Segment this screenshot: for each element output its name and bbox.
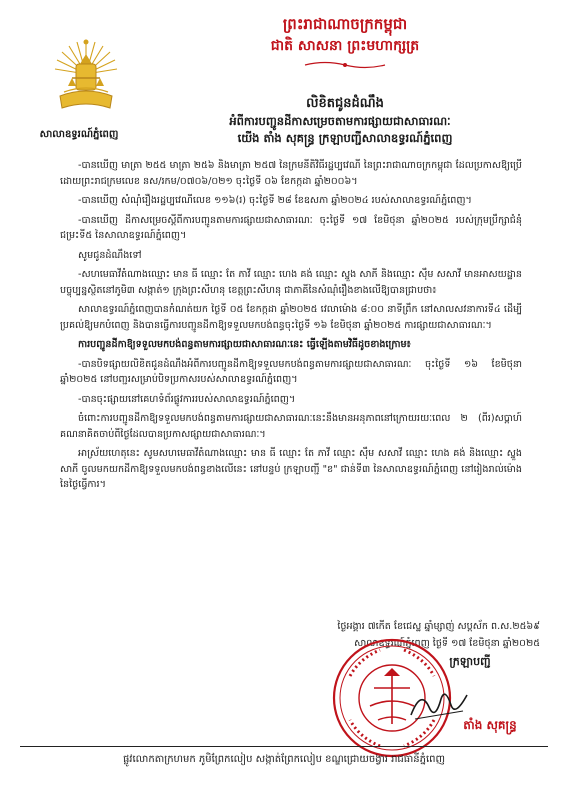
heading-ornament-icon — [300, 60, 390, 70]
footer-divider — [20, 746, 548, 747]
court-name: សាលាឧទ្ធរណ៍ភ្នំពេញ — [39, 129, 119, 140]
signer-name: តាំង សុគន្ធ្រ — [463, 718, 517, 732]
solar-date: សាលាឧទ្ធរណ៍ភ្នំពេញ ថ្ងៃទី ១៧ ខែមិថុនា ឆ្នាំ២០២៥ — [354, 638, 540, 649]
lunar-date: ថ្ងៃអង្គារ ៧កើត ខែជេស្ឋ ឆ្នាំម្សាញ់ សប្តស័ក ព.ស.២៥៦៩ — [337, 621, 540, 632]
national-motto: ជាតិ សាសនា ព្រះមហាក្សត្រ — [270, 38, 420, 54]
paragraph-parties: -សហមេធាវីតំណាងឈ្មោះ មាន ធី ឈ្មោះ តែ ភាវី ឈ្មោះ ហេង គង់ ឈ្មោះ ស្នួង សាភី និងឈ្មោះ ស៊ឹម សសាវី មានអាសយដ្ឋានបច្ចុប្បន្នស្ថិតនៅភូមិ៣ សង្កាត់១ ក្រុងព្រះសីហនុ ខេត្តព្រះសីហនុ ជាភាគីនៃសំណុំរឿងខាងលើឱ្យបានជ្រាបថា៖ — [60, 269, 522, 296]
footer-address: ផ្លូវលោកតាក្រហមក ភូមិព្រែកលៀប សង្កាត់ព្រែកលៀប ខណ្ឌជ្រោយចង្វារ រាជធានីភ្នំពេញ — [122, 754, 446, 765]
court-emblem-icon — [50, 34, 122, 116]
paragraph-notify: សូមជូនដំណឹងទៅ — [78, 249, 142, 261]
kingdom-heading: ព្រះរាជាណាចក្រកម្ពុជា — [282, 15, 408, 33]
paragraph-method-posting: -បានបិទផ្សាយលិខិតជូនដំណឹងអំពីការបញ្ជូនដីកាឱ្យទទួលមកបង់ពន្ធតាមការផ្សាយជាសាធារណៈ ចុះថ្ងៃទី ១៦ ខែមិថុនា ឆ្នាំ២០២៥ នៅបញ្ជរសម្រាប់បិទប្រកាសរបស់សាលាឧទ្ធរណ៍ភ្នំពេញ។ — [60, 358, 522, 385]
paragraph-method-heading: ការបញ្ជូនដីកាឱ្យទទួលមកបង់ពន្ធតាមការផ្សាយជាសាធារណៈនេះ ធ្វើឡើងតាមវិធីដូចខាងក្រោម៖ — [78, 339, 411, 350]
document-body — [60, 158, 522, 493]
paragraph-effect: ចំពោះការបញ្ជូនដីកាឱ្យទទួលមកបង់ពន្ធតាមការផ្សាយជាសាធារណៈនេះនឹងមានអនុភាពនៅក្រោយរយៈពេល ២ (ពីរ)សប្តាហ៍ គណនាគិតចាប់ពីថ្ងៃដែលបានប្រកាសផ្សាយជាសាធារណៈ។ — [60, 413, 522, 440]
document-subtitle: អំពីការបញ្ជូនដីកាសម្រេចតាមការផ្សាយជាសាធារណៈ — [229, 114, 451, 128]
paragraph-hearing: សាលាឧទ្ធរណ៍ភ្នំពេញបានកំណត់យក ថ្ងៃទី ០៥ ខែកក្កដា ឆ្នាំ២០២៥ វេលាម៉ោង ៨:០០ នាទីព្រឹក នៅសាលសវនាការទី៤ ដើម្បីប្រគល់ឱ្យមកបំពេញ និងបានធ្វើការបញ្ជូនដីកាឱ្យទទួលមកបង់ពន្ធចុះថ្ងៃទី ១៦ ខែមិថុនា ឆ្នាំ២០២៥ ការផ្សាយជាសាធារណៈ។ — [60, 304, 522, 331]
paragraph-request: អាស្រ័យហេតុនេះ សូមសហមេធាវីតំណាងឈ្មោះ មាន ធី ឈ្មោះ តែ ភាវី ឈ្មោះ ស៊ឹម សសាវី ឈ្មោះ ហេង គង់ និងឈ្មោះ ស្នួង សាភី ចូលមកយកដីកាឱ្យទទួលមកបង់ពន្ធខាងលើនេះ នៅបន្ទប់ ក្រឡាបញ្ជី "ខ" ជាន់ទី៣ នៃសាលាឧទ្ធរណ៍ភ្នំពេញ នៅរៀងរាល់ម៉ោងនៃថ្ងៃធ្វើការ។ — [60, 448, 523, 490]
paragraph-decision: -បានឃើញ ដីកាសម្រេចស្តីពីការបញ្ជូនតាមការផ្សាយជាសាធារណៈ ចុះថ្ងៃទី ១៧ ខែមិថុនា ឆ្នាំ២០២៥ របស់ក្រុមប្រឹក្សាជំនុំជម្រះទី៥ នៃសាលាឧទ្ធរណ៍ភ្នំពេញ។ — [60, 214, 522, 241]
document-issuer-line: យើង តាំង សុគន្ធ្រ ក្រឡាបញ្ជីសាលាឧទ្ធរណ៍ភ្នំពេញ — [237, 131, 453, 145]
document-title: លិខិតជូនដំណឹង — [306, 96, 384, 111]
paragraph-case-file: -បានឃើញ សំណុំរឿងរដ្ឋប្បវេណីលេខ ១១៦(រ) ចុះថ្ងៃទី ២៨ ខែឧសភា ឆ្នាំ២០២៤ របស់សាលាឧទ្ធរណ៍ភ្នំពេញ។ — [78, 195, 472, 206]
signer-role: ក្រឡាបញ្ជី — [449, 655, 491, 668]
paragraph-method-website: -បានចុះផ្សាយនៅគេហទំព័រផ្លូវការរបស់សាលាឧទ្ធរណ៍ភ្នំពេញ។ — [78, 393, 296, 405]
paragraph-legal-basis: -បានឃើញ មាត្រា ២៥៥ មាត្រា ២៥៦ និងមាត្រា ២៥៧ នៃក្រមនីតិវិធីរដ្ឋប្បវេណី នៃព្រះរាជាណាចក្រកម្ពុជា ដែលប្រកាសឱ្យប្រើដោយព្រះរាជក្រមលេខ នស/រកម/០៧០៦/០២១ ចុះថ្ងៃទី ០៦ ខែកក្កដា ឆ្នាំ២០០៦។ — [60, 160, 522, 187]
